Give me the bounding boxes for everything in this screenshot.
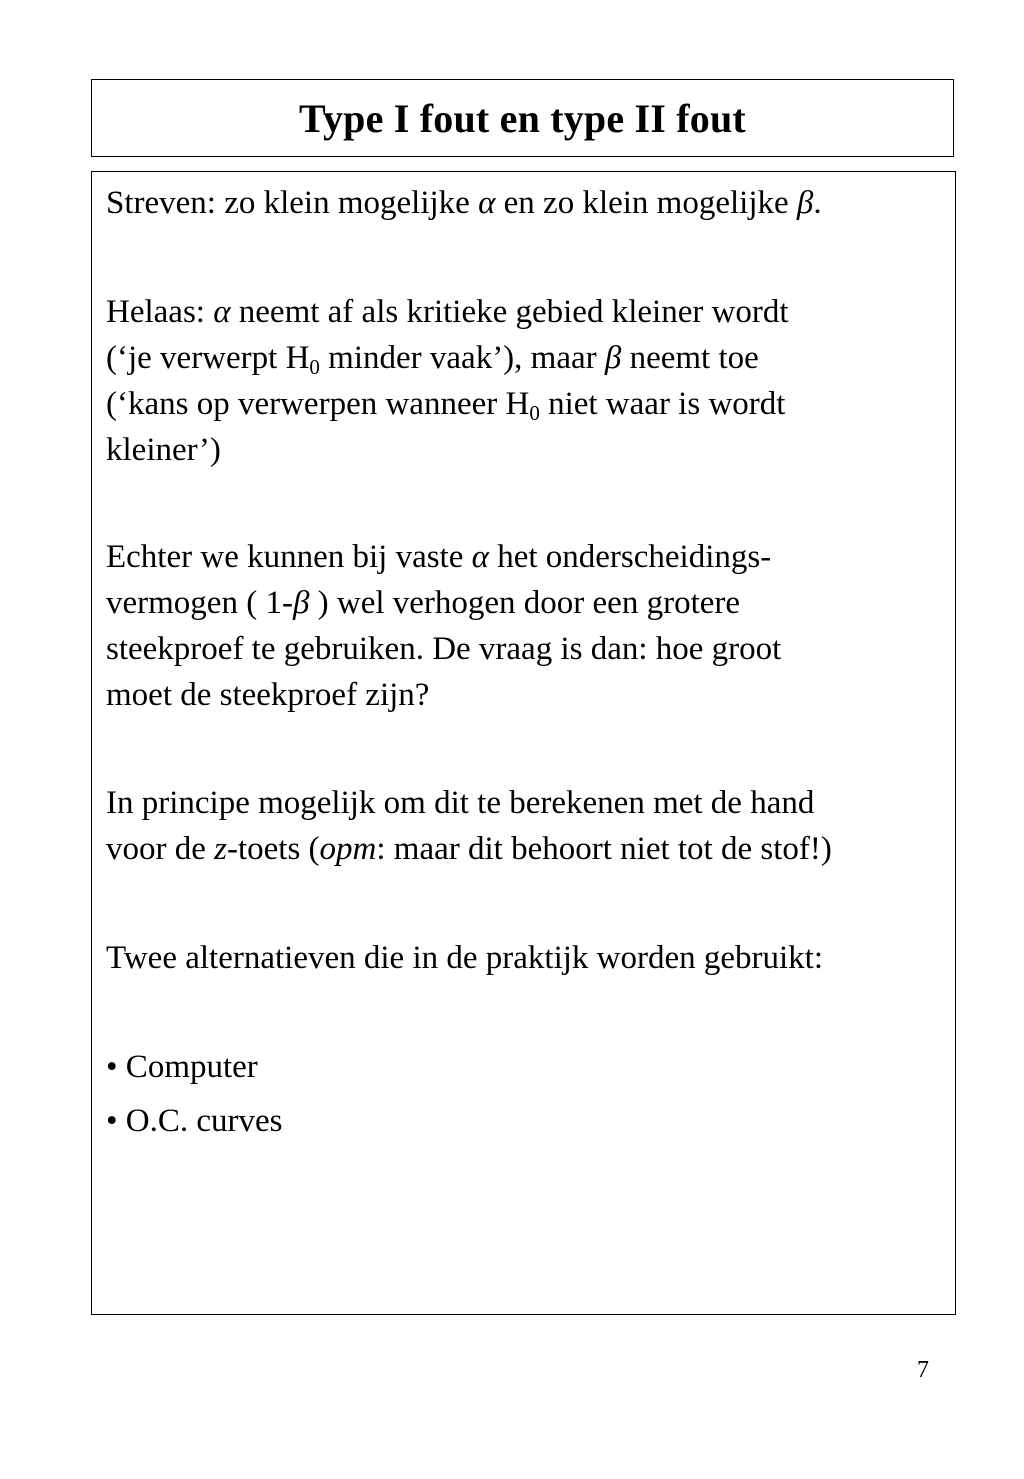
text: (‘kans op verwerpen wanneer (106, 386, 506, 422)
text: -toets ( (226, 831, 320, 867)
line: moet de steekproef zijn? (106, 677, 430, 713)
content-box (91, 171, 956, 1315)
line: kleiner’) (106, 432, 221, 468)
text: neemt af als kritieke gebied kleiner wordt (230, 294, 789, 330)
subscript-zero: 0 (309, 355, 320, 379)
text: ) wel verhogen door een grotere (309, 585, 741, 621)
beta-symbol: β (292, 585, 310, 621)
line (106, 289, 789, 335)
text: minder vaak’), maar (319, 340, 605, 376)
text: Streven: zo klein mogelijke (106, 185, 479, 221)
beta-symbol: β (604, 340, 622, 376)
line (106, 534, 781, 580)
text: het onderscheidings- (488, 539, 772, 575)
line: steekproef te gebruiken. De vraag is dan: hoe groot (106, 631, 782, 667)
text: . (813, 185, 822, 221)
text: neemt toe (621, 340, 759, 376)
slide-title: Type I fout en type II fout (299, 95, 746, 141)
text: voor de (106, 831, 215, 867)
line (106, 826, 832, 872)
text: vermogen ( 1- (106, 585, 293, 621)
paragraph-in-principe (106, 780, 832, 872)
text: en zo klein mogelijke (495, 185, 797, 221)
paragraph-helaas (106, 289, 789, 473)
alpha-symbol: α (471, 539, 489, 575)
opm-label: opm (319, 831, 377, 867)
line (106, 335, 789, 381)
text: Echter we kunnen bij vaste (106, 539, 472, 575)
z-symbol: z (214, 831, 227, 867)
line (106, 580, 781, 626)
line: In principe mogelijk om dit te berekenen met de hand (106, 785, 815, 821)
text: : maar dit behoort niet tot de stof!) (376, 831, 832, 867)
line (106, 381, 789, 427)
list-item: • O.C. curves (106, 1103, 283, 1139)
alpha-symbol: α (213, 294, 231, 330)
text: niet waar is wordt (539, 386, 786, 422)
paragraph-streven (106, 180, 822, 226)
h0-symbol (285, 340, 320, 379)
alpha-symbol: α (478, 185, 496, 221)
paragraph-twee: Twee alternatieven die in de praktijk worden gebruikt: (106, 940, 824, 976)
subscript-zero: 0 (529, 401, 540, 425)
list-item: • Computer (106, 1049, 258, 1085)
h-letter: H (505, 386, 530, 422)
text: (‘je verwerpt (106, 340, 286, 376)
beta-symbol: β (796, 185, 814, 221)
title-box (91, 79, 954, 157)
h0-symbol (505, 386, 540, 425)
page-number: 7 (917, 1357, 929, 1383)
text: Helaas: (106, 294, 214, 330)
paragraph-echter (106, 534, 781, 718)
h-letter: H (285, 340, 310, 376)
